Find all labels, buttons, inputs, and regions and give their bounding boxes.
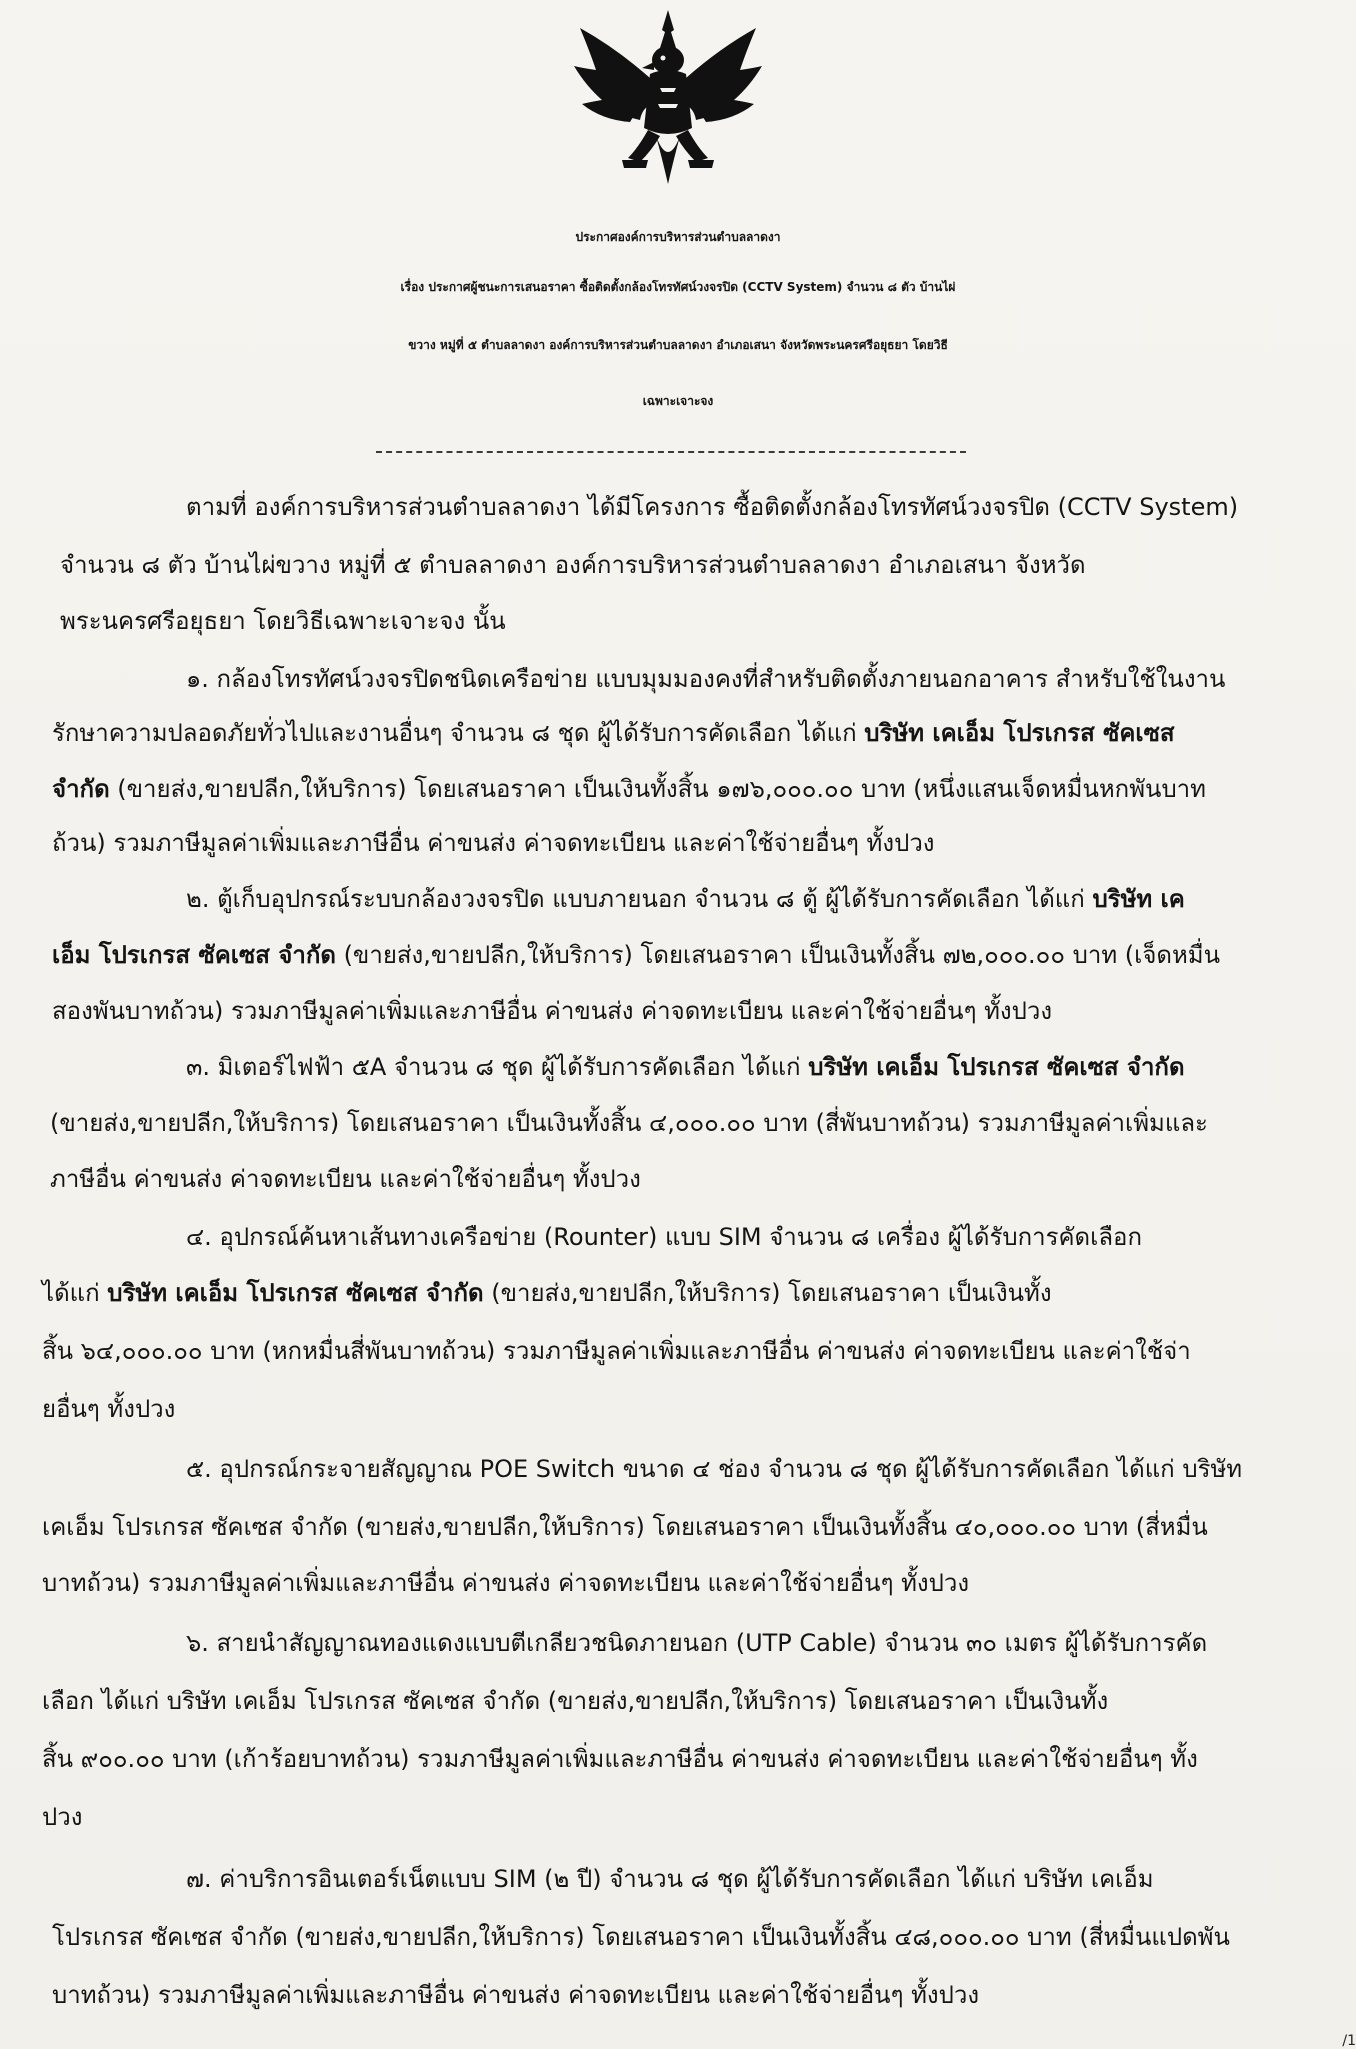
item2-text: ๒. ตู้เก็บอุปกรณ์ระบบกล้องวงจรปิด แบบภายนอก จำนวน ๘ ตู้ ผู้ได้รับการคัดเลือก ได้แก่ [186,885,1093,913]
item7-line-2: โปรเกรส ซัคเซส จำกัด (ขายส่ง,ขายปลีก,ให้บริการ) โดยเสนอราคา เป็นเงินทั้งสิ้น ๔๘,๐๐๐.๐๐ บาท (สี่หมื่นแปดพัน [52,1923,1230,1951]
item1-company-suffix: จำกัด [52,775,110,803]
item3-company: บริษัท เคเอ็ม โปรเกรส ซัคเซส จำกัด [808,1053,1185,1081]
item3-text: ๓. มิเตอร์ไฟฟ้า ๕A จำนวน ๘ ชุด ผู้ได้รับการคัดเลือก ได้แก่ [186,1053,809,1081]
item3-line-1 [186,1052,1185,1082]
item1-text: รักษาความปลอดภัยทั่วไปและงานอื่นๆ จำนวน ๘ ชุด ผู้ได้รับการคัดเลือก ได้แก่ [52,719,865,747]
item6-line-1: ๖. สายนำสัญญาณทองแดงแบบตีเกลียวชนิดภายนอก (UTP Cable) จำนวน ๓๐ เมตร ผู้ได้รับการคัด [186,1629,1208,1657]
item2-line-3: สองพันบาทถ้วน) รวมภาษีมูลค่าเพิ่มและภาษีอื่น ค่าขนส่ง ค่าจดทะเบียน และค่าใช้จ่ายอื่นๆ ทั้งปวง [52,997,1053,1025]
item4-text: ได้แก่ [42,1279,108,1307]
item4-line-4: ยอื่นๆ ทั้งปวง [42,1395,176,1423]
item1-company: บริษัท เคเอ็ม โปรเกรส ซัคเซส [864,719,1175,747]
item1-line-1: ๑. กล้องโทรทัศน์วงจรปิดชนิดเครือข่าย แบบมุมมองคงที่สำหรับติดตั้งภายนอกอาคาร สำหรับใช้ในงาน [186,665,1226,693]
item1-line-4: ถ้วน) รวมภาษีมูลค่าเพิ่มและภาษีอื่น ค่าขนส่ง ค่าจดทะเบียน และค่าใช้จ่ายอื่นๆ ทั้งปวง [52,829,935,857]
intro-line-2: จำนวน ๘ ตัว บ้านไผ่ขวาง หมู่ที่ ๕ ตำบลลาดงา องค์การบริหารส่วนตำบลลาดงา อำเภอเสนา จังหวัด [60,551,1086,579]
item6-line-4: ปวง [42,1803,83,1831]
item4-offer-text: (ขายส่ง,ขายปลีก,ให้บริการ) โดยเสนอราคา เป็นเงินทั้ง [483,1279,1052,1307]
item1-line-2 [52,718,1175,748]
announcement-subject-line-1: เรื่อง ประกาศผู้ชนะการเสนอราคา ซื้อติดตั้งกล้องโทรทัศน์วงจรปิด (CCTV System) จำนวน ๘ ตัว บ้านไผ่ [400,280,956,294]
item2-price-text: (ขายส่ง,ขายปลีก,ให้บริการ) โดยเสนอราคา เป็นเงินทั้งสิ้น ๗๒,๐๐๐.๐๐ บาท (เจ็ดหมื่น [335,941,1221,969]
item4-line-1: ๔. อุปกรณ์ค้นหาเส้นทางเครือข่าย (Rounter) แบบ SIM จำนวน ๘ เครื่อง ผู้ได้รับการคัดเลือก [186,1223,1142,1251]
intro-line-1: ตามที่ องค์การบริหารส่วนตำบลลาดงา ได้มีโครงการ ซื้อติดตั้งกล้องโทรทัศน์วงจรปิด (CCTV System) [186,493,1239,521]
item2-line-1 [186,884,1185,914]
item5-line-3: บาทถ้วน) รวมภาษีมูลค่าเพิ่มและภาษีอื่น ค่าขนส่ง ค่าจดทะเบียน และค่าใช้จ่ายอื่นๆ ทั้งปวง [42,1569,970,1597]
item4-line-3: สิ้น ๖๔,๐๐๐.๐๐ บาท (หกหมื่นสี่พันบาทถ้วน) รวมภาษีมูลค่าเพิ่มและภาษีอื่น ค่าขนส่ง ค่าจดทะเบียน และค่าใช้จ่า [42,1337,1191,1365]
item1-price-text: (ขายส่ง,ขายปลีก,ให้บริการ) โดยเสนอราคา เป็นเงินทั้งสิ้น ๑๗๖,๐๐๐.๐๐ บาท (หนึ่งแสนเจ็ดหมื่นหกพันบาท [109,775,1206,803]
item2-company: บริษัท เค [1092,885,1185,913]
page-corner-mark: /1 [1342,2033,1356,2049]
item5-line-1: ๕. อุปกรณ์กระจายสัญญาณ POE Switch ขนาด ๔ ช่อง จำนวน ๘ ชุด ผู้ได้รับการคัดเลือก ได้แก่ บริษัท [186,1455,1243,1483]
intro-line-3: พระนครศรีอยุธยา โดยวิธีเฉพาะเจาะจง นั้น [60,607,506,635]
item3-line-2: (ขายส่ง,ขายปลีก,ให้บริการ) โดยเสนอราคา เป็นเงินทั้งสิ้น ๔,๐๐๐.๐๐ บาท (สี่พันบาทถ้วน) รวมภาษีมูลค่าเพิ่มและ [50,1109,1208,1137]
item2-line-2 [52,940,1220,970]
announcement-subject-line-3: เฉพาะเจาะจง [642,394,714,408]
announcement-org-title: ประกาศองค์การบริหารส่วนตำบลลาดงา [575,230,781,244]
item1-line-3 [52,774,1206,804]
garuda-emblem-icon [568,8,768,208]
item3-line-3: ภาษีอื่น ค่าขนส่ง ค่าจดทะเบียน และค่าใช้จ่ายอื่นๆ ทั้งปวง [50,1165,641,1193]
announcement-subject-line-2: ขวาง หมู่ที่ ๕ ตำบลลาดงา องค์การบริหารส่วนตำบลลาดงา อำเภอเสนา จังหวัดพระนครศรีอยุธยา โดยวิธี [408,338,948,352]
item4-line-2 [42,1278,1052,1308]
item5-line-2: เคเอ็ม โปรเกรส ซัคเซส จำกัด (ขายส่ง,ขายปลีก,ให้บริการ) โดยเสนอราคา เป็นเงินทั้งสิ้น ๔๐,๐๐๐.๐๐ บาท (สี่หมื่น [42,1513,1208,1541]
item6-line-3: สิ้น ๙๐๐.๐๐ บาท (เก้าร้อยบาทถ้วน) รวมภาษีมูลค่าเพิ่มและภาษีอื่น ค่าขนส่ง ค่าจดทะเบียน และค่าใช้จ่ายอื่นๆ ทั้ง [42,1745,1198,1773]
header-divider [376,451,966,453]
item6-line-2: เลือก ได้แก่ บริษัท เคเอ็ม โปรเกรส ซัคเซส จำกัด (ขายส่ง,ขายปลีก,ให้บริการ) โดยเสนอราคา เป็นเงินทั้ง [42,1687,1109,1715]
item7-line-1: ๗. ค่าบริการอินเตอร์เน็ตแบบ SIM (๒ ปี) จำนวน ๘ ชุด ผู้ได้รับการคัดเลือก ได้แก่ บริษัท เคเอ็ม [186,1865,1154,1893]
item4-company: บริษัท เคเอ็ม โปรเกรส ซัคเซส จำกัด [107,1279,484,1307]
item2-company-cont: เอ็ม โปรเกรส ซัคเซส จำกัด [52,941,336,969]
item7-line-3: บาทถ้วน) รวมภาษีมูลค่าเพิ่มและภาษีอื่น ค่าขนส่ง ค่าจดทะเบียน และค่าใช้จ่ายอื่นๆ ทั้งปวง [52,1981,980,2009]
